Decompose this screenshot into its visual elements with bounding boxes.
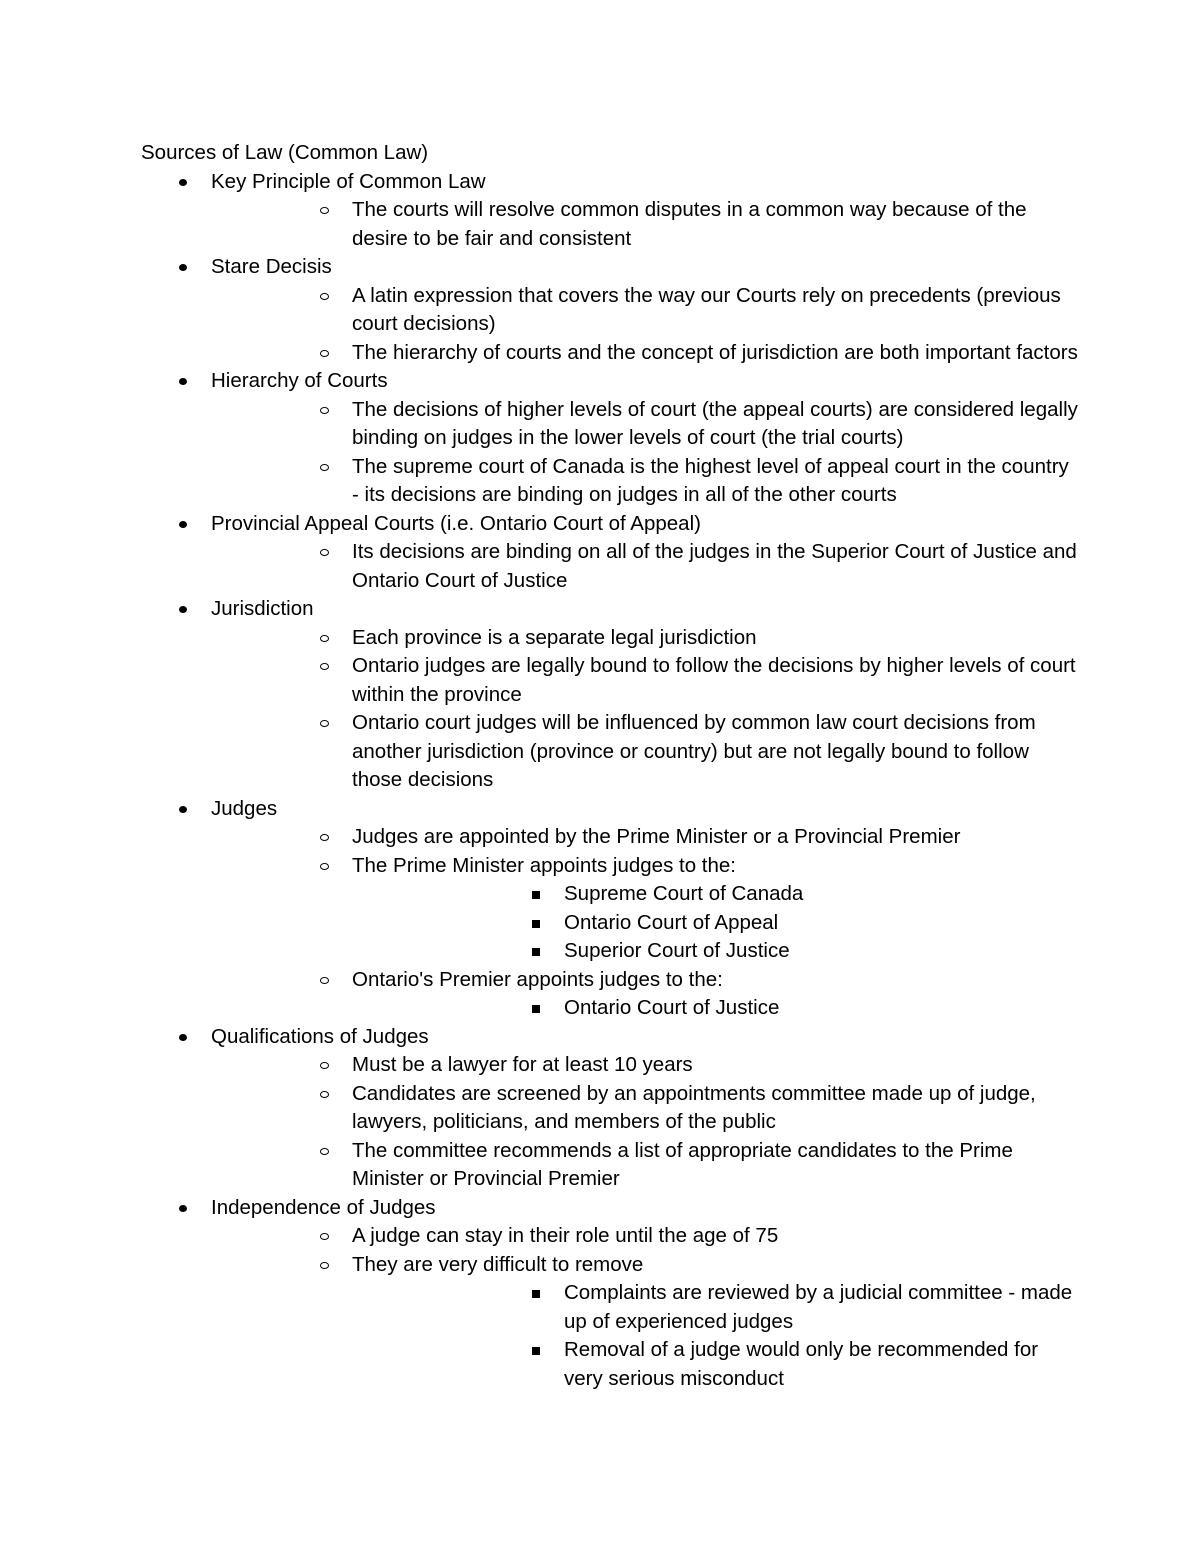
- hollow-bullet-icon: [320, 453, 330, 482]
- point-item: [211, 1080, 1081, 1137]
- hollow-bullet-icon: [320, 1251, 330, 1280]
- point-text: Its decisions are binding on all of the judges in the Superior Court of Justice and Ontario Court of Justice: [352, 540, 1077, 592]
- point-item: [211, 1222, 1081, 1251]
- sub-point-text: Ontario Court of Appeal: [564, 910, 779, 934]
- point-text: The supreme court of Canada is the highest level of appeal court in the country - its decisions are binding on judges in all of the other courts: [352, 454, 1069, 506]
- sub-point-text: Supreme Court of Canada: [564, 882, 804, 905]
- filled-bullet-icon: [179, 510, 187, 539]
- point-text: Judges are appointed by the Prime Minister or a Provincial Premier: [352, 825, 961, 848]
- point-text: Ontario judges are legally bound to follow the decisions by higher levels of court within the province: [352, 654, 1076, 706]
- filled-bullet-icon: [179, 1023, 187, 1052]
- hollow-bullet-icon: [320, 652, 330, 681]
- point-item: [211, 538, 1081, 595]
- point-text: The committee recommends a list of appropriate candidates to the Prime Minister or Provincial Premier: [352, 1138, 1013, 1190]
- section-points: [211, 1222, 1081, 1393]
- page-title: Sources of Law (Common Law): [141, 141, 429, 164]
- filled-bullet-icon: [179, 168, 187, 197]
- section-points: [211, 538, 1081, 595]
- section-item: [141, 1023, 1081, 1194]
- sub-point-item: [352, 937, 1081, 966]
- square-bullet-icon: [532, 1279, 540, 1308]
- point-item: [211, 852, 1081, 966]
- point-text: A judge can stay in their role until the age of 75: [352, 1224, 779, 1247]
- hollow-bullet-icon: [320, 538, 330, 567]
- section-item: [141, 168, 1081, 254]
- section-heading: Stare Decisis: [211, 255, 332, 278]
- hollow-bullet-icon: [320, 339, 330, 368]
- point-item: [211, 652, 1081, 709]
- section-item: [141, 510, 1081, 596]
- point-text: The hierarchy of courts and the concept of jurisdiction are both important factors: [352, 340, 1078, 364]
- point-item: [211, 823, 1081, 852]
- hollow-bullet-icon: [320, 1137, 330, 1166]
- filled-bullet-icon: [179, 595, 187, 624]
- hollow-bullet-icon: [320, 396, 330, 425]
- section-heading: Key Principle of Common Law: [211, 169, 486, 193]
- square-bullet-icon: [532, 909, 540, 938]
- section-points: [211, 282, 1081, 368]
- section-heading: Provincial Appeal Courts (i.e. Ontario Court of Appeal): [211, 511, 701, 535]
- filled-bullet-icon: [179, 1194, 187, 1223]
- point-text: Ontario court judges will be influenced by common law court decisions from another jurisdiction (province or country) but are not legally bound to follow those decisions: [352, 711, 1036, 791]
- point-item: [211, 624, 1081, 653]
- section-heading: Jurisdiction: [211, 597, 314, 620]
- sub-points: [352, 1279, 1081, 1393]
- hollow-bullet-icon: [320, 1051, 330, 1080]
- square-bullet-icon: [532, 994, 540, 1023]
- outline-list: [141, 168, 1081, 1394]
- hollow-bullet-icon: [320, 1080, 330, 1109]
- section-heading: Judges: [211, 796, 278, 820]
- sub-point-item: [352, 1336, 1081, 1393]
- square-bullet-icon: [532, 937, 540, 966]
- point-item: [211, 966, 1081, 1023]
- sub-point-item: [352, 994, 1081, 1023]
- section-points: [211, 396, 1081, 510]
- square-bullet-icon: [532, 1336, 540, 1365]
- point-item: [211, 196, 1081, 253]
- point-item: [211, 709, 1081, 795]
- point-item: [211, 396, 1081, 453]
- filled-bullet-icon: [179, 367, 187, 396]
- point-text: The courts will resolve common disputes in a common way because of the desire to be fair and consistent: [352, 198, 1027, 250]
- point-text: A latin expression that covers the way our Courts rely on precedents (previous court decisions): [352, 283, 1061, 335]
- hollow-bullet-icon: [320, 282, 330, 311]
- hollow-bullet-icon: [320, 709, 330, 738]
- section-item: [141, 253, 1081, 367]
- section-item: [141, 795, 1081, 1023]
- section-points: [211, 624, 1081, 795]
- point-item: [211, 1137, 1081, 1194]
- hollow-bullet-icon: [320, 1222, 330, 1251]
- sub-point-item: [352, 1279, 1081, 1336]
- point-text: Ontario's Premier appoints judges to the:: [352, 967, 723, 991]
- point-text: Candidates are screened by an appointments committee made up of judge, lawyers, politicians, and members of the public: [352, 1081, 1036, 1133]
- sub-point-text: Complaints are reviewed by a judicial committee - made up of experienced judges: [564, 1281, 1073, 1333]
- point-text: The decisions of higher levels of court (the appeal courts) are considered legally binding on judges in the lower levels of court (the trial courts): [352, 397, 1078, 449]
- section-item: [141, 367, 1081, 510]
- sub-points: [352, 880, 1081, 966]
- point-text: The Prime Minister appoints judges to the:: [352, 853, 736, 877]
- point-text: Each province is a separate legal jurisdiction: [352, 625, 757, 649]
- point-item: [211, 1051, 1081, 1080]
- point-text: Must be a lawyer for at least 10 years: [352, 1053, 693, 1076]
- sub-point-item: [352, 880, 1081, 909]
- hollow-bullet-icon: [320, 823, 330, 852]
- hollow-bullet-icon: [320, 196, 330, 225]
- point-item: [211, 282, 1081, 339]
- point-item: [211, 453, 1081, 510]
- sub-point-text: Ontario Court of Justice: [564, 996, 780, 1019]
- point-item: [211, 339, 1081, 368]
- point-item: [211, 1251, 1081, 1394]
- sub-point-text: Removal of a judge would only be recommended for very serious misconduct: [564, 1338, 1039, 1390]
- section-points: [211, 196, 1081, 253]
- section-heading: Hierarchy of Courts: [211, 369, 388, 392]
- hollow-bullet-icon: [320, 624, 330, 653]
- section-heading: Independence of Judges: [211, 1195, 436, 1219]
- square-bullet-icon: [532, 880, 540, 909]
- sub-points: [352, 994, 1081, 1023]
- section-points: [211, 1051, 1081, 1194]
- hollow-bullet-icon: [320, 852, 330, 881]
- hollow-bullet-icon: [320, 966, 330, 995]
- section-item: [141, 595, 1081, 795]
- section-points: [211, 823, 1081, 1023]
- filled-bullet-icon: [179, 253, 187, 282]
- document-body: [141, 139, 1081, 1393]
- sub-point-text: Superior Court of Justice: [564, 939, 790, 962]
- sub-point-item: [352, 909, 1081, 938]
- section-heading: Qualifications of Judges: [211, 1024, 429, 1048]
- section-item: [141, 1194, 1081, 1394]
- point-text: They are very difficult to remove: [352, 1252, 644, 1276]
- filled-bullet-icon: [179, 795, 187, 824]
